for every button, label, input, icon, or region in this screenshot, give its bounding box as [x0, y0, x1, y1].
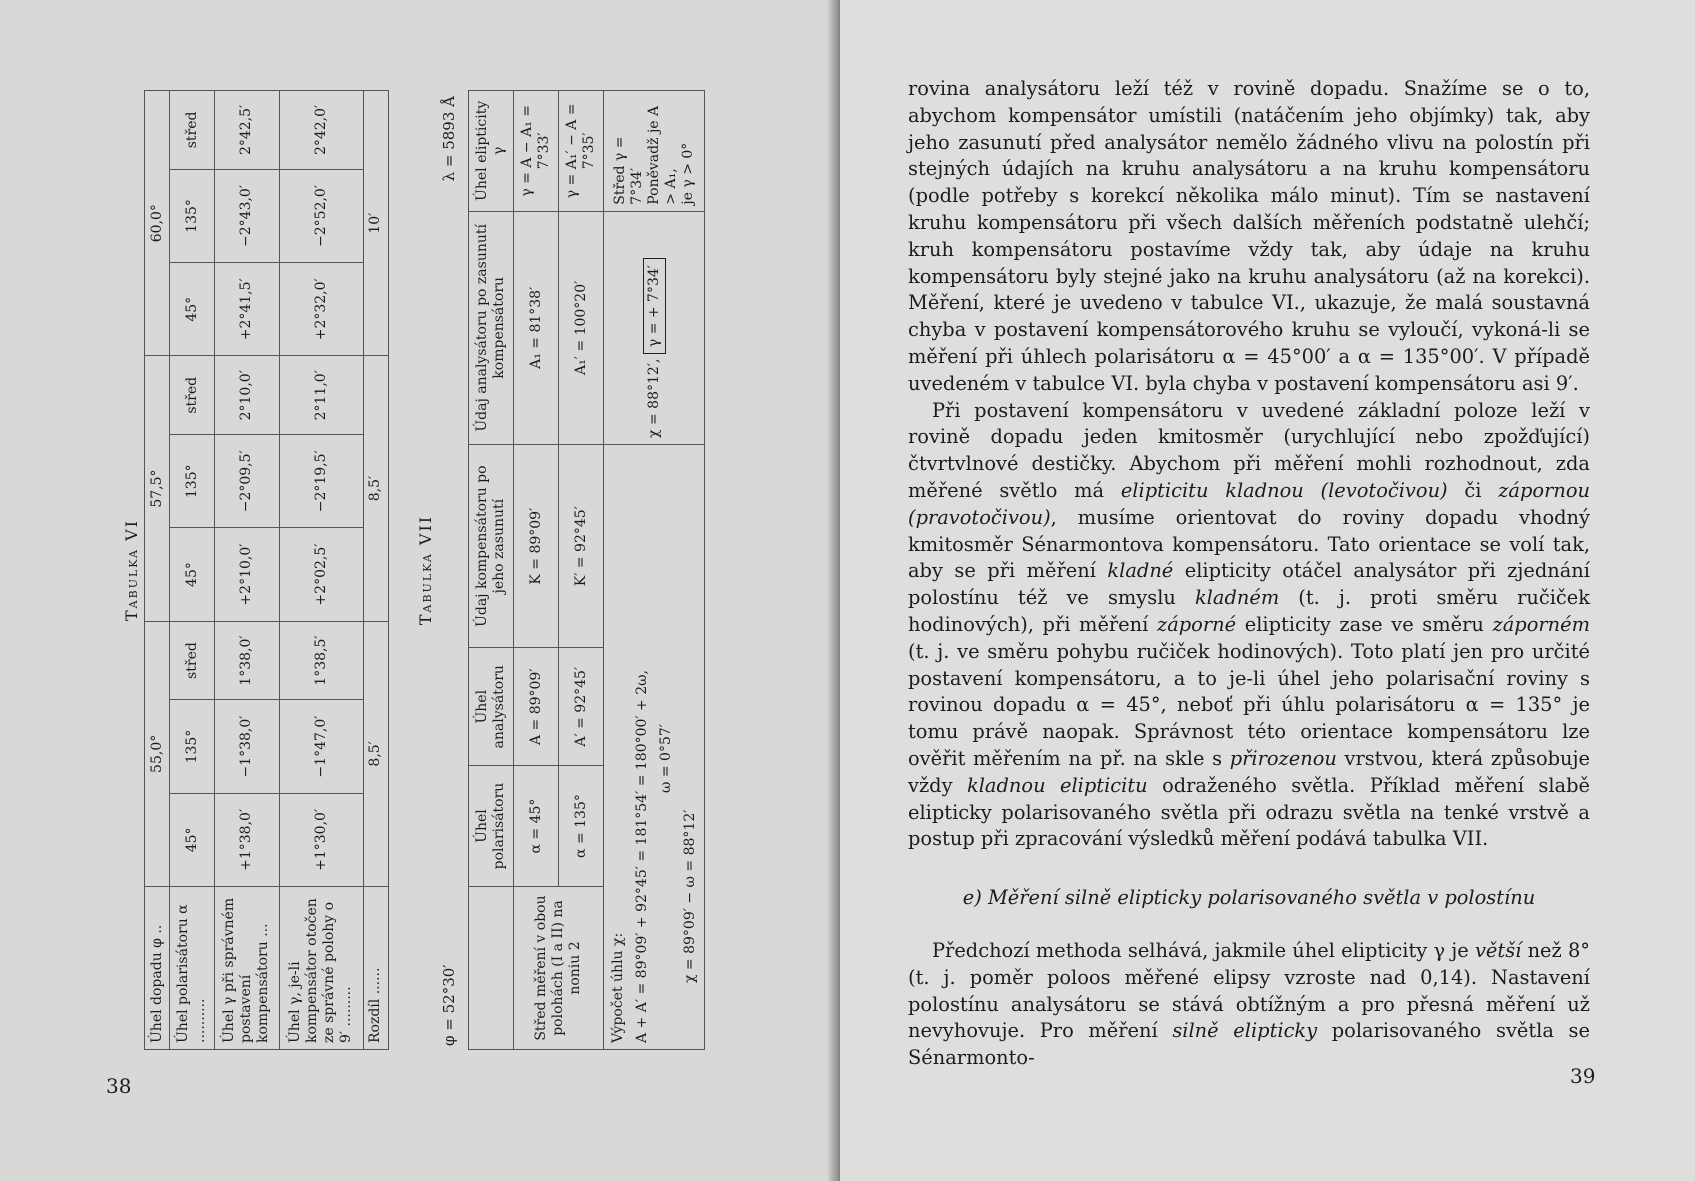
table-cell: α = 135° — [559, 766, 604, 887]
boxed-result: γ = + 7°34′ — [643, 258, 666, 354]
rotated-tables — [122, 90, 770, 1050]
column-header: Údaj kompensátoru po jeho zasunutí — [469, 444, 514, 647]
table-cell: 135° — [170, 435, 215, 528]
table-cell: γ = A₁′ − A = 7°35′ — [559, 91, 604, 212]
table-cell: −1°38,0′ — [215, 700, 279, 793]
table-cell: −2°52,0′ — [279, 169, 363, 262]
column-header: Úhel analysátoru — [469, 648, 514, 766]
paragraph-3: Předchozí methoda selhává, jakmile úhel elipticity γ je větší než 8° (t. j. poměr poloos měřené elipsy vzroste nad 0,14). Nastavení polostínu analysátoru se stává obtížným a pro přesná měření už nevyhovuje. Pro měření silně elipticky polarisovaného světla se Sénarmonto- — [908, 938, 1590, 1070]
table-cell: střed — [170, 91, 215, 170]
paragraph-2: Při postavení kompensátoru v uvedené základní poloze leží v rovině dopadu jeden kmitosměr (urychlující nebo zpožďující) čtvrtvlnové destičky. Abychom při měření mohli rozhodnout, zda měřené světlo má elipticitu kladnou (levotočivou) či zápornou (pravotočivou), musíme orientovat do roviny dopadu vhodný kmitosměr Sénarmontova kompensátoru. Tato orientace se volí tak, aby se při měření kladné elipticity otáčel analysátor při zjednání polostínu též ve smyslu kladném (t. j. proti směru ručiček hodinových), při měření záporné elipticity zase ve směru záporném (t. j. ve směru pohybu ručiček hodinových). Toto platí jen pro určité postavení kompensátoru, a to je-li úhel jeho polarisační roviny s rovinou dopadu α = 45°, neboť při úhlu polarisátoru α = 135° je tomu právě naopak. Správnost této orientace kompensátoru lze ověřit měřením na př. na skle s přirozenou vrstvou, která způsobuje vždy kladnou elipticitu odraženého světla. Příklad měření slabě elipticky polarisovaného světla při odrazu světla na tenké vrstvě a postup při zpracování výsledků měření podává tabulka VII. — [908, 398, 1591, 851]
left-page — [0, 0, 840, 1181]
lambda-label: λ = 5893 Å — [440, 96, 458, 182]
table-cell: 55,0° — [145, 621, 170, 886]
table-cell: +1°30,0′ — [279, 793, 363, 886]
table6 — [144, 90, 389, 1050]
calc-line3: χ = 89°09′ − ω = 88°12′ — [682, 809, 698, 983]
column-header: Údaj analysátoru po zasunutí kompensátoru — [469, 211, 514, 444]
table-cell: A₁′ = 100°20′ — [559, 211, 604, 444]
table-cell: A = 89°09′ — [514, 648, 559, 766]
table-cell: 135° — [170, 169, 215, 262]
column-header: Úhel elipticity γ — [469, 91, 514, 212]
table-row — [145, 91, 170, 1050]
table-cell: 2°42,0′ — [279, 91, 363, 170]
phi-label: φ = 52°30′ — [440, 964, 458, 1046]
table-cell: +2°32,0′ — [279, 263, 363, 356]
table-cell: K′ = 92°45′ — [559, 444, 604, 647]
page-number-left: 38 — [106, 1074, 132, 1098]
table-row — [604, 91, 705, 1050]
table-cell: 8,5′ — [363, 356, 388, 621]
table6-caption: Tabulka VI — [122, 519, 141, 621]
table-cell: 2°10,0′ — [215, 356, 279, 435]
table-cell: 2°42,5′ — [215, 91, 279, 170]
calc-label: Výpočet úhlu χ: — [610, 932, 626, 1043]
table-cell: 57,5° — [145, 356, 170, 621]
table-cell — [469, 887, 514, 1050]
table-cell: 10′ — [363, 91, 388, 356]
table-cell: 60,0° — [145, 91, 170, 356]
table-cell: A₁ = 81°38′ — [514, 211, 559, 444]
table-cell: α = 45° — [514, 766, 559, 887]
table7-caption: Tabulka VII — [416, 514, 435, 626]
table-cell: +1°38,0′ — [215, 793, 279, 886]
row-label: Úhel γ, je-li kompensátor otočen ze správné polohy o 9′ ......... — [279, 887, 363, 1050]
section-heading: e) Měření silně elipticky polarisovaného světla v polostínu — [962, 886, 1536, 910]
note2: Poněvadž je A > A₁, — [645, 105, 679, 205]
row-label: Úhel polarisátoru α .......... — [170, 887, 215, 1050]
table-cell: +2°41,5′ — [215, 263, 279, 356]
table-cell: −2°09,5′ — [215, 435, 279, 528]
table-cell: +2°10,0′ — [215, 528, 279, 621]
paragraph-1: rovina analysátoru leží též v rovině dopadu. Snažíme se o to, abychom kompensátor umístili (natáčením jeho objímky) tak, aby jeho zasunutí před analysátor nemělo žádného vlivu na polostín při stejných údajích na kruhu analysátoru a na kruhu kompensátoru (podle potřeby s korekcí několika málo minut). Tím se nastavení kruhu kompensátoru při všech dalších měřeních podstatně ulehčí; kruh kompensátoru postavíme vždy tak, aby údaje na kruhu kompensátoru byly stejné jako na kruhu analysátoru (až na korekci). Měření, které je uvedeno v tabulce VI., ukazuje, že malá soustavná chyba v postavení kompensátorového kruhu se vyloučí, vykoná-li se měření při úhlech polarisátoru α = 45°00′ a α = 135°00′. V případě uvedeném v tabulce VI. byla chyba v postavení kompensátoru asi 9′. — [908, 77, 1590, 395]
table-cell: 45° — [170, 528, 215, 621]
calc-line1: A + A′ = 89°09′ + 92°45′ = 181°54′ = 180°00′ + 2ω, — [634, 669, 650, 1043]
note3: je γ > 0° — [679, 142, 696, 205]
note1: Střed γ = 7°34′ — [611, 136, 645, 205]
table-row — [170, 91, 215, 1050]
row-label: Úhel dopadu φ .. — [145, 887, 170, 1050]
calc-line2: ω = 0°57′ — [658, 724, 674, 793]
table-cell: A′ = 92°45′ — [559, 648, 604, 766]
table-cell: 8,5′ — [363, 621, 388, 886]
table-cell: 2°11,0′ — [279, 356, 363, 435]
note-cell — [604, 91, 705, 212]
page-number-right: 39 — [1570, 1064, 1596, 1088]
table-row — [363, 91, 388, 1050]
column-header: Úhel polarisátoru — [469, 766, 514, 887]
table-cell: 1°38,0′ — [215, 621, 279, 700]
mean-chi: χ = 88°12′, — [645, 358, 662, 438]
table-cell: 45° — [170, 793, 215, 886]
table-cell: −2°19,5′ — [279, 435, 363, 528]
table-cell: γ = A − A₁ = 7°33′ — [514, 91, 559, 212]
mean-label: Střed měření v obou polohách (I a II) na noniu 2 — [514, 887, 604, 1050]
table-cell: střed — [170, 356, 215, 435]
table-cell: 1°38,5′ — [279, 621, 363, 700]
table-cell: 45° — [170, 263, 215, 356]
calc-cell — [604, 444, 705, 1049]
table-cell: −2°43,0′ — [215, 169, 279, 262]
right-page-text — [908, 76, 1590, 1072]
table-row — [215, 91, 279, 1050]
table-cell: střed — [170, 621, 215, 700]
table-row — [514, 91, 559, 1050]
table-cell: K = 89°09′ — [514, 444, 559, 647]
table7 — [468, 90, 705, 1050]
row-label: Rozdíl ...... — [363, 887, 388, 1050]
row-label: Úhel γ při správném postavení kompensátoru ... — [215, 887, 279, 1050]
table-row — [469, 91, 514, 1050]
result-cell — [604, 211, 705, 444]
table-cell: −1°47,0′ — [279, 700, 363, 793]
table-row — [279, 91, 363, 1050]
table-cell: 135° — [170, 700, 215, 793]
table-cell: +2°02,5′ — [279, 528, 363, 621]
